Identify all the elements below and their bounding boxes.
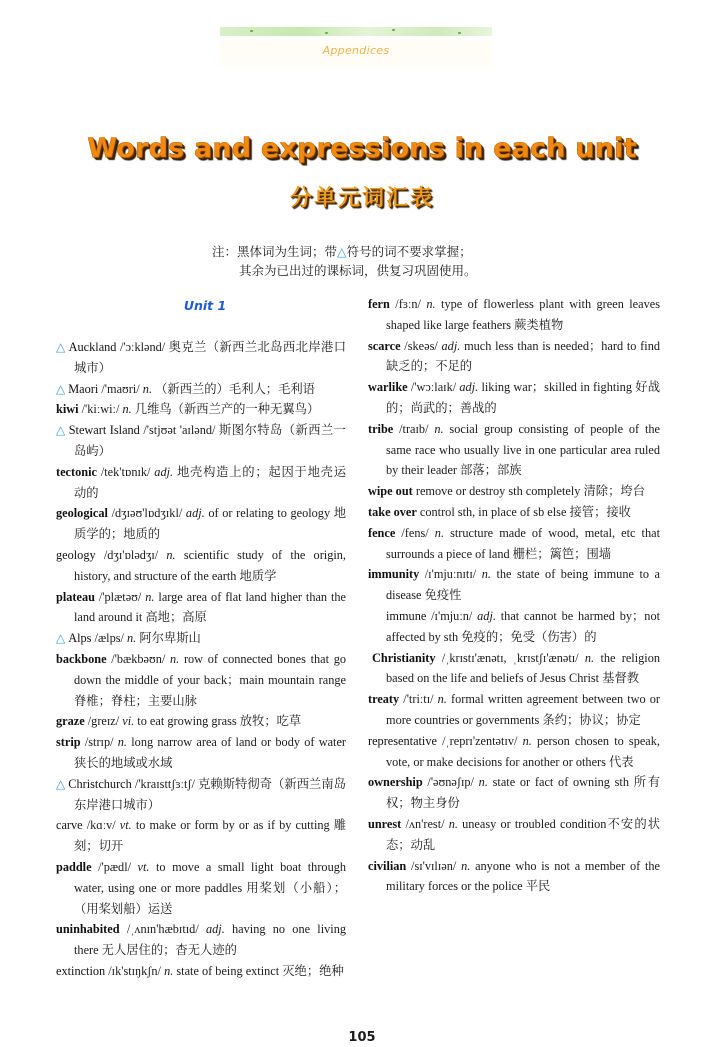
entry-definition: the religion based on the life and beliefs of Jesus Christ 基督教 [386,650,660,686]
entry-word: tectonic [56,464,97,479]
page-number: 105 [348,1030,376,1045]
entry-word: fence [368,525,396,540]
entry-definition: liking war；skilled in fighting 好战的；尚武的；善战的 [386,380,661,415]
note-line-2: 其余为已出过的课标词，供复习巩固使用。 [239,263,477,278]
triangle-icon: △ [56,776,66,791]
entry-definition: 阿尔卑斯山 [139,631,201,646]
entry-definition: scientific study of the origin, history, and structure of the earth 地质学 [74,547,346,583]
vocab-entry [56,462,346,504]
entry-definition: of or relating to geology 地质学的；地质的 [74,506,347,542]
entry-word: treaty [368,692,400,707]
entry-part-of-speech: n. [164,963,174,978]
left-column [56,337,346,982]
entry-definition: having no one living there 无人居住的；杳无人迹的 [74,922,346,958]
entry-word: representative [368,733,437,748]
vocab-entry [56,732,346,774]
entry-word: Christchurch [68,776,132,791]
entry-phonetic: /ɪ'mjuːnɪtɪ/ [424,567,477,582]
entry-part-of-speech: vt. [137,859,150,874]
entry-part-of-speech: adj. [477,608,496,623]
entry-phonetic: /ælps/ [94,631,124,646]
triangle-icon: △ [56,423,66,438]
vocab-entry [56,379,346,400]
entry-part-of-speech: n. [170,651,180,666]
entry-part-of-speech: n. [117,735,128,750]
vocab-entry [56,628,346,649]
entry-definition: person chosen to speak, vote, or make decisions for another or others 代表 [386,733,660,769]
entry-part-of-speech: n. [122,402,132,417]
note-line-1 [212,242,472,261]
entry-part-of-speech: adj. [185,506,205,521]
entry-definition: row of connected bones that go down the middle of your back；main mountain range 脊椎；脊柱；主要山脉 [74,651,346,708]
band-speck [392,29,395,31]
entry-definition: to move a small light boat through water, using one or more paddles 用桨划（小船）；（用桨划船）运送 [74,859,347,916]
page-subtitle-chinese: 分单元词汇表 [289,185,434,211]
entry-word: geological [56,506,108,521]
entry-definition: structure made of wood, metal, etc that surrounds a piece of land 栅栏；篱笆；围墙 [386,525,660,561]
vocab-entry [56,649,346,711]
note-text: 注：黑体词为生词；带 [212,244,338,259]
triangle-icon: △ [337,244,347,259]
entry-word: immune [386,608,427,623]
entry-word: Auckland [68,340,117,354]
entry-phonetic: /'triːtɪ/ [403,692,434,707]
entry-phonetic: /ʌn'rest/ [405,816,445,831]
entry-phonetic: /'plætəʊ/ [98,589,142,604]
entry-word: ownership [368,775,423,790]
entry-part-of-speech: n. [461,858,471,873]
entry-phonetic: /fens/ [401,525,429,540]
vocab-entry [56,919,346,961]
entry-phonetic: /strɪp/ [84,735,114,750]
entry-part-of-speech: vt. [119,818,132,833]
entry-part-of-speech: n. [478,775,488,790]
vocab-entry [368,772,660,814]
page-title: Words and expressions in each unit [87,133,637,164]
entry-phonetic: /'maʊri/ [101,381,140,396]
entry-phonetic: /'bækbəʊn/ [111,651,166,666]
entry-word: Stewart Island [68,423,140,438]
entry-phonetic: /'pædl/ [98,859,132,874]
vocab-entry [56,587,346,629]
entry-part-of-speech: n. [434,421,444,436]
entry-word: scarce [368,338,401,353]
entry-part-of-speech: n. [437,692,447,707]
entry-phonetic: /traɪb/ [399,421,429,436]
entry-word: kiwi [56,402,79,417]
band-speck [250,30,253,32]
entry-word: carve [56,818,83,833]
vocab-entry [368,564,660,606]
entry-part-of-speech: n. [142,381,153,396]
entry-word: unrest [368,816,402,831]
entry-definition: the state of being immune to a disease 免疫性 [386,567,660,603]
entry-part-of-speech: n. [434,525,445,540]
triangle-icon: △ [56,631,66,646]
triangle-icon: △ [56,340,66,354]
entry-definition: large area of flat land higher than the land around it 高地；高原 [74,589,347,625]
vocab-entry [56,545,346,587]
entry-phonetic: /ɪ'mjuːn/ [431,608,473,623]
entry-phonetic: /'stjʊət 'aɪlənd/ [143,423,216,438]
entry-word: paddle [56,859,92,874]
entry-word: civilian [368,858,407,873]
entry-phonetic: /'kiːwiː/ [81,402,120,417]
vocab-entry [368,419,660,481]
entry-phonetic: /ɪk'stɪŋkʃn/ [108,963,161,978]
vocab-entry [368,502,660,523]
section-label: Appendices [220,40,492,66]
vocab-entry [368,731,660,773]
entry-definition: （新西兰的）毛利人；毛利语 [155,381,315,396]
entry-phonetic: /'ɔːklənd/ [119,340,166,354]
entry-phonetic: /'əʊnəʃɪp/ [427,775,474,790]
vocab-entry [368,856,660,898]
entry-definition: to eat growing grass 放牧；吃草 [137,714,302,729]
entry-definition: much less than is needed；hard to find 缺乏的；不足的 [386,338,660,374]
band-speck [458,32,461,34]
entry-word: geology [56,547,96,562]
entry-definition: formal written agreement between two or more countries or governments 条约；协议；协定 [386,692,660,727]
entry-word: backbone [56,651,107,666]
entry-part-of-speech: vi. [122,714,135,729]
vocab-entry [368,481,660,502]
entry-definition: 克赖斯特彻奇（新西兰南岛东岸港口城市） [74,776,346,812]
entry-word: extinction [56,963,106,978]
entry-definition: remove or destroy sth completely 清除；垮台 [415,484,645,499]
entry-phonetic: /kɑːv/ [86,818,116,833]
entry-definition: type of flowerless plant with green leaves shaped like large feathers 蕨类植物 [386,297,660,332]
entry-phonetic: /dʒɪ'ɒlədʒɪ/ [103,547,159,562]
vocab-entry [56,815,346,857]
entry-definition: social group consisting of people of the same race who usually live in one particular area ruled by their leader 部落；部族 [386,421,660,478]
entry-part-of-speech: n. [448,816,458,831]
unit-heading: Unit 1 [183,298,227,313]
entry-definition: 地壳构造上的；起因于地壳运动的 [74,464,346,500]
entry-word: immunity [368,567,420,582]
entry-part-of-speech: n. [584,650,595,665]
vocab-entry [368,523,660,565]
entry-phonetic: /ˌreprɪ'zentətɪv/ [442,733,518,748]
entry-part-of-speech: adj. [205,922,225,937]
entry-word: warlike [368,380,408,395]
vocab-entry [368,689,660,731]
entry-part-of-speech: adj. [459,380,479,395]
triangle-icon: △ [56,381,66,396]
entry-definition: anyone who is not a member of the military forces or the police 平民 [386,858,660,894]
vocab-entry [56,503,346,545]
entry-word: Christianity [372,650,436,665]
entry-word: tribe [368,421,394,436]
entry-word: take over [368,504,417,519]
band-speck [325,32,328,34]
entry-word: graze [56,714,85,729]
entry-definition: long narrow area of land or body of water 狭长的地域或水域 [74,735,347,770]
entry-definition: uneasy or troubled condition不安的状态；动乱 [386,816,660,852]
entry-word: uninhabited [56,922,120,937]
entry-part-of-speech: n. [426,297,436,311]
entry-phonetic: /ˌʌnɪn'hæbɪtɪd/ [126,922,199,937]
vocab-entry [368,648,660,690]
vocab-entry [56,337,346,379]
entry-phonetic: /'wɔːlaɪk/ [410,380,457,395]
vocab-entry [368,294,660,336]
vocab-entry [56,961,346,982]
entry-word: wipe out [368,484,413,499]
entry-definition: to make or form by or as if by cutting 雕刻；切开 [74,818,347,854]
entry-phonetic: /sɪ'vɪlɪən/ [411,858,457,873]
entry-word: Maori [68,381,99,396]
vocab-entry [368,377,660,419]
vocab-entry [368,814,660,856]
vocab-entry [56,774,346,816]
entry-word: Alps [68,631,92,646]
entry-definition: control sth, in place of sb else 接管；接收 [419,504,631,519]
entry-definition: 奥克兰（新西兰北岛西北岸港口城市） [74,340,347,375]
entry-word: fern [368,297,390,311]
entry-phonetic: /ˌkrɪstɪ'ænətɪ, ˌkrɪstʃɪ'ænətɪ/ [441,650,579,665]
entry-part-of-speech: adj. [154,464,174,479]
right-column [368,294,660,897]
entry-definition: 斯图尔特岛（新西兰一岛屿） [74,423,346,458]
entry-phonetic: /tek'tɒnɪk/ [100,464,151,479]
vocab-entry [56,711,346,732]
entry-part-of-speech: n. [481,567,491,582]
vocab-entry [56,420,346,462]
entry-part-of-speech: n. [145,589,155,604]
entry-part-of-speech: n. [127,631,137,646]
vocab-entry [56,857,346,919]
entry-word: strip [56,735,81,750]
header-decorative-band [220,27,492,36]
entry-word: plateau [56,589,95,604]
vocab-entry [368,336,660,378]
entry-definition: state of being extinct 灭绝；绝种 [176,963,344,978]
entry-phonetic: /dʒɪəʊ'lɒdʒɪkl/ [111,506,183,521]
entry-phonetic: /skeəs/ [404,338,438,353]
entry-part-of-speech: adj. [441,338,461,353]
entry-phonetic: /greɪz/ [87,714,120,729]
entry-definition: 几维鸟（新西兰产的一种无翼鸟） [134,402,320,417]
entry-part-of-speech: n. [166,547,176,562]
vocab-entry [368,606,660,648]
entry-part-of-speech: n. [522,733,532,748]
entry-definition: that cannot be harmed by；not affected by sth 免疫的；免受（伤害）的 [386,608,661,644]
vocab-entry [56,399,346,420]
entry-definition: state or fact of owning sth 所有权；物主身份 [386,775,660,811]
note-text: 符号的词不要求掌握； [346,244,472,259]
entry-phonetic: /fɜːn/ [395,297,421,311]
entry-phonetic: /'kraɪsttʃɜːtʃ/ [134,776,195,791]
